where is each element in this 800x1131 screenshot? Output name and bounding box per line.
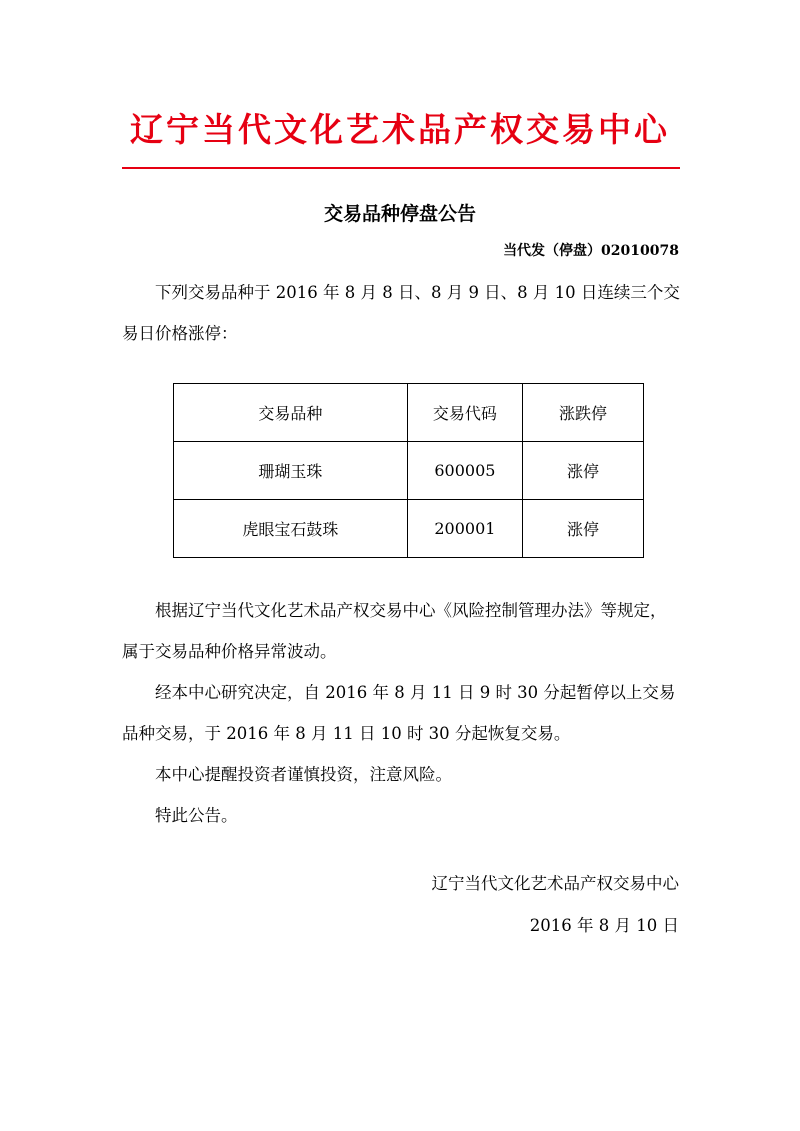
org-letterhead-title: 辽宁当代文化艺术品产权交易中心 [130,110,670,149]
basis-paragraph: 根据辽宁当代文化艺术品产权交易中心《风险控制管理办法》等规定，属于交易品种价格异常波动。 [122,601,667,661]
table-cell-code: 200001 [407,500,522,558]
table-cell-limit: 涨停 [523,442,644,500]
signature-date: 2016 年 8 月 10 日 [529,916,679,935]
table-header-row [174,384,644,442]
table-cell-limit: 涨停 [523,500,644,558]
reminder-paragraph: 本中心提醒投资者谨慎投资，注意风险。 [155,765,452,784]
intro-paragraph: 下列交易品种于 2016 年 8 月 8 日、8 月 9 日、8 月 10 日连续三个交易日价格涨停： [122,283,680,343]
signature-org: 辽宁当代文化艺术品产权交易中心 [431,874,679,893]
table-header-cell: 交易品种 [174,384,408,442]
document-number: 当代发（停盘）02010078 [503,243,679,259]
table-header-cell: 交易代码 [407,384,522,442]
letterhead-red-rule [122,167,680,169]
table-cell-code: 600005 [407,442,522,500]
decision-paragraph: 经本中心研究决定，自 2016 年 8 月 11 日 9 时 30 分起暂停以上交易品种交易，于 2016 年 8 月 11 日 10 时 30 分起恢复交易。 [122,683,676,743]
table-header-cell: 涨跌停 [523,384,644,442]
table-cell-variety: 虎眼宝石鼓珠 [174,500,408,558]
table-cell-variety: 珊瑚玉珠 [174,442,408,500]
table-row [174,442,644,500]
table-row [174,500,644,558]
trading-varieties-table [173,383,644,558]
notice-title: 交易品种停盘公告 [323,203,476,225]
closing-paragraph: 特此公告。 [155,806,238,825]
